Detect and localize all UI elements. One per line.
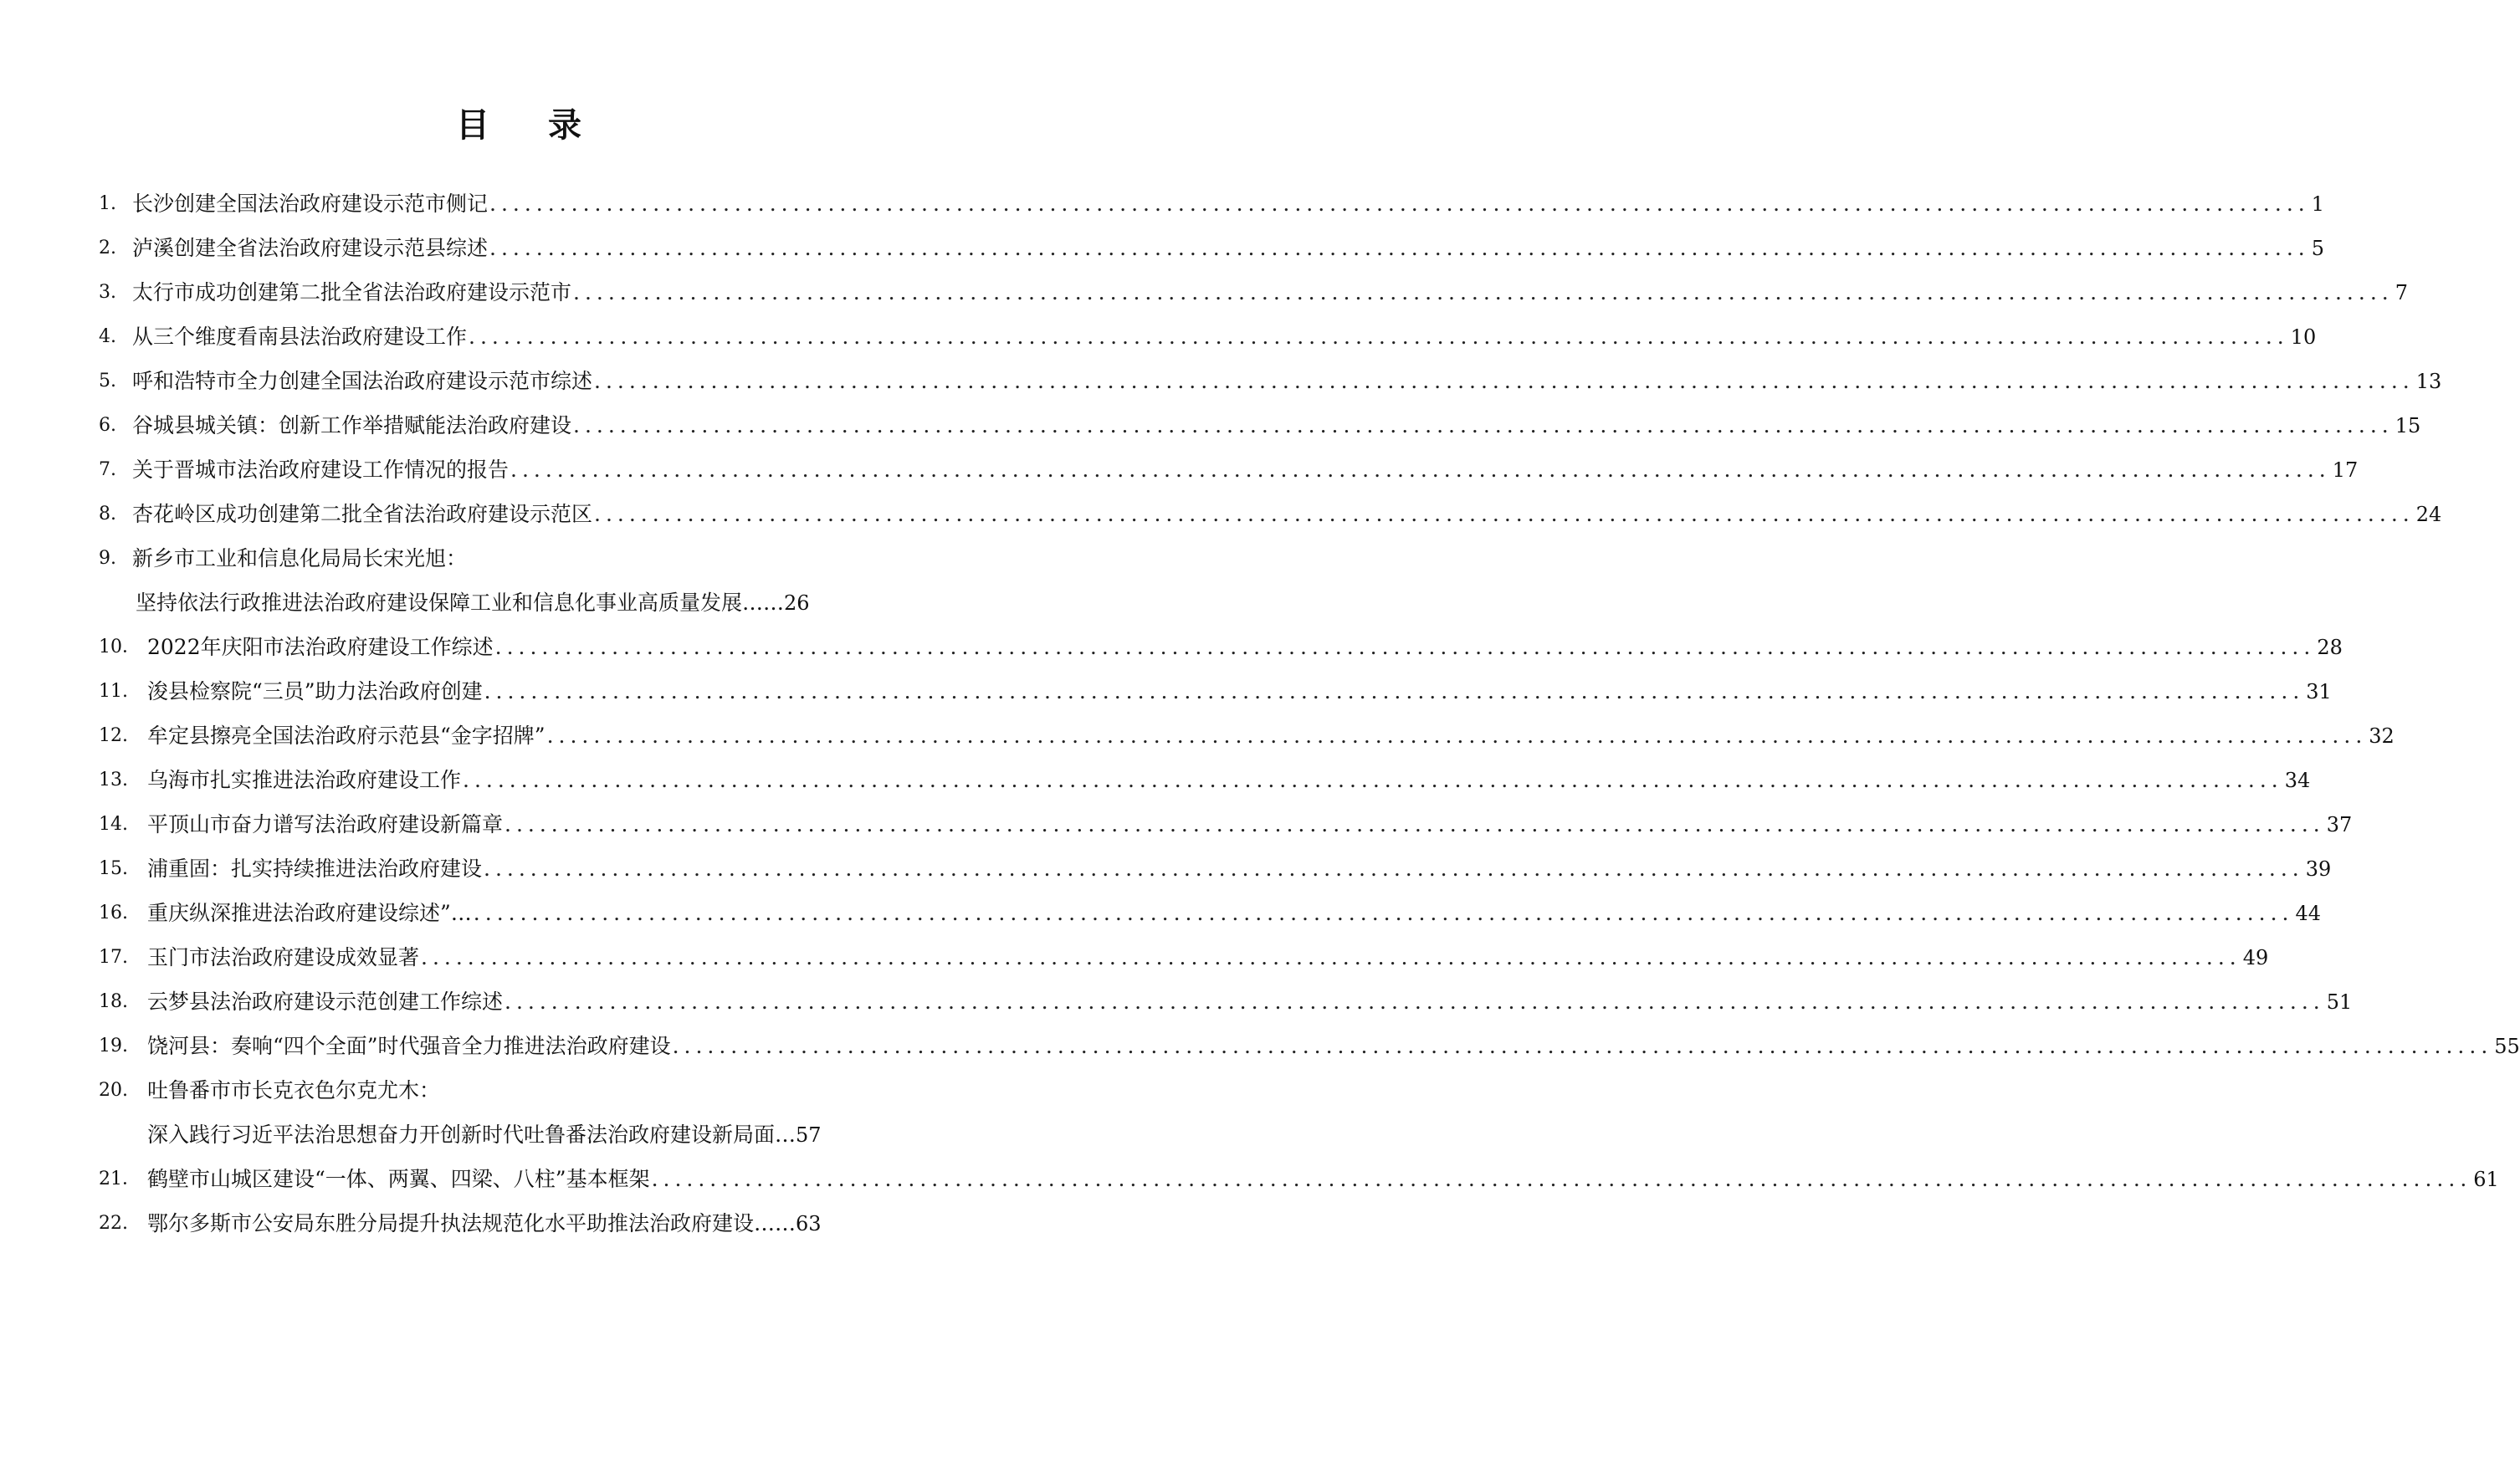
toc-entry[interactable] — [99, 898, 2322, 928]
dot-leader: ............................................................................................................................................................ — [546, 724, 2368, 748]
entry-page-number: 63 — [796, 1212, 822, 1235]
dot-leader: ............................................................................................................................................................ — [505, 990, 2325, 1014]
entry-page-number: 39 — [2305, 857, 2332, 881]
toc-entry-continuation[interactable] — [147, 1120, 929, 1150]
entry-number: 5. — [99, 371, 116, 391]
entry-number: 11. — [99, 681, 128, 702]
toc-entry[interactable] — [99, 499, 2442, 529]
entry-number: 16. — [99, 903, 128, 923]
entry-title: 浦重固：扎实持续推进法治政府建设 — [147, 857, 483, 881]
entry-title: 乌海市扎实推进法治政府建设工作 — [147, 768, 462, 792]
toc-entry[interactable] — [99, 677, 2332, 707]
dot-leader: ............................................................................................................................................................ — [494, 635, 2316, 659]
dot-leader: ............................................................................................................................................................ — [573, 280, 2394, 304]
entry-page-number: 24 — [2415, 503, 2442, 526]
entry-title: 杏花岭区成功创建第二批全省法治政府建设示范区 — [132, 502, 593, 526]
entry-number: 20. — [99, 1080, 128, 1101]
entry-page-number: 10 — [2290, 325, 2317, 349]
entry-page-number: 49 — [2242, 946, 2269, 969]
entry-page-number: 57 — [796, 1123, 822, 1147]
toc-entry[interactable] — [99, 765, 2311, 795]
toc-entry[interactable] — [99, 1164, 2499, 1194]
toc-entry[interactable] — [99, 1076, 929, 1106]
dot-leader: ............................................................................................................................................................ — [463, 768, 2283, 792]
toc-entry[interactable] — [99, 632, 2343, 662]
entry-page-number: 1 — [2311, 192, 2324, 216]
entry-title: 平顶山市奋力谱写法治政府建设新篇章 — [147, 812, 504, 836]
dot-leader: ............................................................................................................................................................ — [573, 413, 2394, 437]
toc-entry-continuation[interactable] — [136, 588, 929, 618]
entry-title: 谷城县城关镇：创新工作举措赋能法治政府建设 — [132, 413, 572, 437]
dot-leader: ............................................................................................................................................................ — [484, 679, 2305, 703]
entry-number: 9. — [99, 548, 116, 569]
entry-page-number: 34 — [2284, 769, 2311, 792]
entry-title: 吐鲁番市市长克衣色尔克尤木： — [147, 1078, 441, 1102]
toc-entry[interactable] — [99, 366, 2442, 396]
entry-page-number: 61 — [2473, 1168, 2499, 1191]
dot-leader: ............................................................................................................................................................ — [489, 236, 2310, 260]
entry-title: 鹤壁市山城区建设“一体、两翼、四梁、八柱”基本框架 — [147, 1167, 650, 1191]
entry-number: 7. — [99, 459, 116, 480]
toc-entry[interactable] — [99, 278, 2408, 308]
dot-leader: ............................................................................................................................................................ — [651, 1167, 2472, 1191]
dot-leader: ............................................................................................................................................................ — [421, 945, 2241, 969]
toc-entry[interactable] — [99, 987, 2353, 1017]
entry-number: 15. — [99, 858, 128, 879]
entry-title: 长沙创建全国法治政府建设示范市侧记 — [132, 192, 489, 216]
dot-leader: ............................................................................................................................................................ — [484, 857, 2304, 881]
entry-title: 牟定县擦亮全国法治政府示范县“金字招牌” — [147, 724, 545, 748]
entry-title: 新乡市工业和信息化局局长宋光旭： — [132, 546, 468, 570]
entry-title: 泸溪创建全省法治政府建设示范县综述 — [132, 236, 489, 260]
entry-page-number: 26 — [784, 591, 810, 615]
entry-title: 鄂尔多斯市公安局东胜分局提升执法规范化水平助推法治政府建设…… — [147, 1211, 796, 1235]
entry-title-continued: 深入践行习近平法治思想奋力开创新时代吐鲁番法治政府建设新局面… — [147, 1123, 796, 1147]
entry-number: 13. — [99, 770, 128, 790]
entry-number: 4. — [99, 326, 116, 347]
entry-title: 2022年庆阳市法治政府建设工作综述 — [147, 635, 494, 659]
entry-title: 呼和浩特市全力创建全国法治政府建设示范市综述 — [132, 369, 593, 393]
dot-leader: ............................................................................................................................................................ — [469, 325, 2289, 349]
toc-entry[interactable] — [99, 1209, 929, 1239]
toc-entry[interactable] — [99, 810, 2353, 840]
entry-title: 太行市成功创建第二批全省法治政府建设示范市 — [132, 280, 572, 304]
entry-number: 8. — [99, 504, 116, 524]
entry-title: 饶河县：奏响“四个全面”时代强音全力推进法治政府建设 — [147, 1034, 671, 1058]
toc-entry[interactable] — [99, 233, 2324, 263]
entry-page-number: 13 — [2415, 370, 2442, 393]
toc-entry[interactable] — [99, 943, 2269, 973]
entry-number: 21． — [99, 1169, 141, 1189]
entry-page-number: 31 — [2306, 680, 2332, 703]
entry-page-number: 5 — [2311, 237, 2324, 260]
dot-leader: ............................................................................................................................................................ — [672, 1034, 2493, 1058]
entry-title: 浚县检察院“三员”助力法治政府创建 — [147, 679, 483, 703]
toc-entry[interactable] — [99, 721, 2395, 751]
toc-entry[interactable] — [99, 544, 929, 574]
entry-number: 22. — [99, 1213, 128, 1234]
toc-entry[interactable] — [99, 455, 2359, 485]
dot-leader: ............................................................................................................................................................ — [489, 192, 2310, 216]
entry-number: 2. — [99, 238, 116, 258]
entry-number: 3. — [99, 282, 116, 303]
toc-entry[interactable] — [99, 189, 2324, 219]
entry-title: 关于晋城市法治政府建设工作情况的报告 — [132, 458, 510, 482]
entry-number: 14. — [99, 814, 128, 835]
toc-entry[interactable] — [99, 854, 2332, 884]
entry-page-number: 55 — [2494, 1035, 2520, 1058]
entry-number: 18. — [99, 991, 128, 1012]
toc-title: 目 录 — [456, 106, 605, 145]
entry-number: 6. — [99, 415, 116, 436]
entry-title: 玉门市法治政府建设成效显著 — [147, 945, 420, 969]
entry-page-number: 7 — [2395, 281, 2408, 304]
entry-title-continued: 坚持依法行政推进法治政府建设保障工业和信息化事业高质量发展…… — [136, 591, 785, 615]
dot-leader: ............................................................................................................................................................ — [473, 901, 2294, 925]
toc-entry[interactable] — [99, 322, 2317, 352]
dot-leader: ............................................................................................................................................................ — [594, 502, 2415, 526]
entry-page-number: 32 — [2369, 724, 2395, 748]
entry-number: 10． — [99, 637, 141, 657]
entry-title: 云梦县法治政府建设示范创建工作综述 — [147, 990, 504, 1014]
entry-page-number: 44 — [2295, 902, 2322, 925]
entry-page-number: 37 — [2326, 813, 2353, 836]
entry-title: 从三个维度看南县法治政府建设工作 — [132, 325, 468, 349]
entry-title: 重庆纵深推进法治政府建设综述”… — [147, 901, 472, 925]
entry-number: 19. — [99, 1036, 128, 1056]
entry-page-number: 28 — [2317, 636, 2343, 659]
entry-number: 17. — [99, 947, 128, 968]
dot-leader: ............................................................................................................................................................ — [510, 458, 2331, 482]
entry-number: 12. — [99, 725, 128, 746]
entry-page-number: 17 — [2332, 458, 2359, 482]
entry-page-number: 15 — [2395, 414, 2421, 437]
dot-leader: ............................................................................................................................................................ — [594, 369, 2415, 393]
entry-page-number: 51 — [2326, 990, 2353, 1014]
dot-leader: ............................................................................................................................................................ — [505, 812, 2325, 836]
toc-entry[interactable] — [99, 411, 2421, 441]
entry-number: 1. — [99, 193, 116, 214]
toc-entry[interactable] — [99, 1031, 2520, 1061]
